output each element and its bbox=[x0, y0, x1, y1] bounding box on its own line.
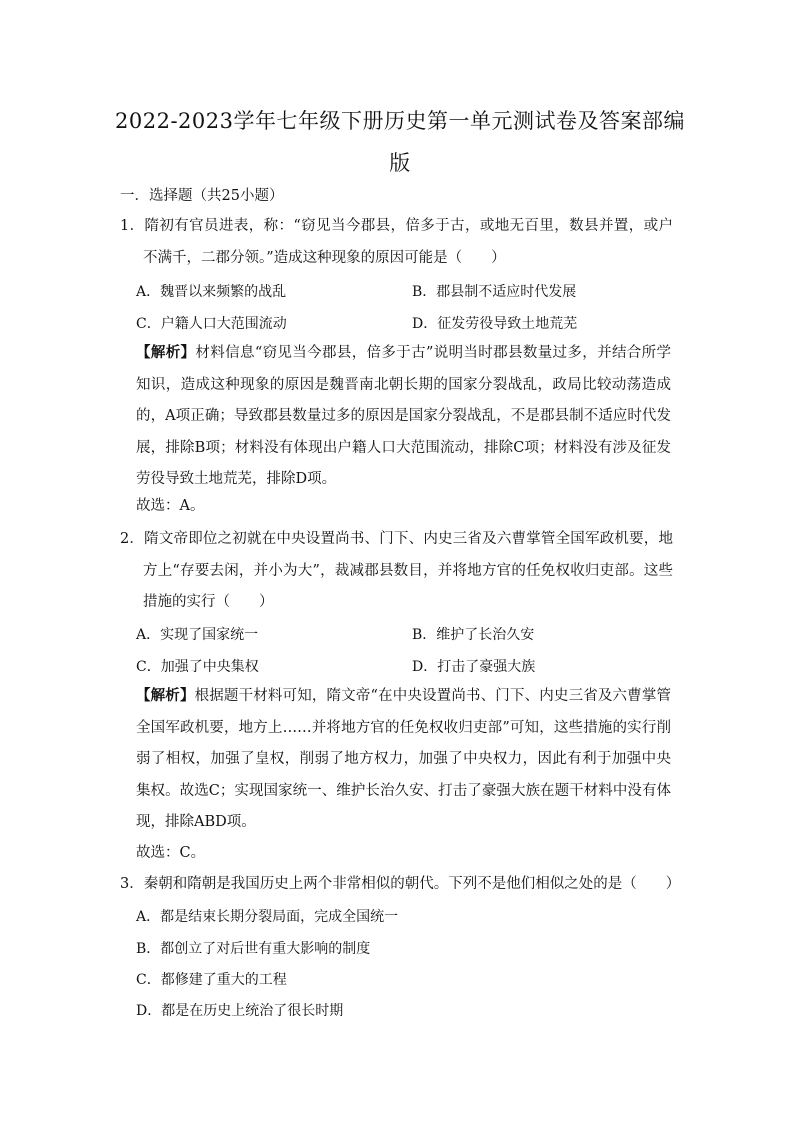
question-2-option-a: A．实现了国家统一 bbox=[136, 627, 259, 643]
question-1-option-b: B．郡县制不适应时代发展 bbox=[412, 284, 577, 300]
question-2-answer: 故选：C。 bbox=[136, 845, 206, 861]
question-1-option-d: D．征发劳役导致土地荒芜 bbox=[412, 316, 578, 332]
question-3-stem: 3．秦朝和隋朝是我国历史上两个非常相似的朝代。下列不是他们相似之处的是（ ） bbox=[120, 876, 681, 892]
analysis-text: 根据题干材料可知，隋文帝“在中央设置尚书、门下、内史三省及六曹掌管全国军政机要，地方上……并将地方官的任免权收归吏部”可知，这些措施的实行削弱了相权，加强了皇权，削弱了地方权力，加强了中央权力，因此有利于加强中央集权。故选C；实现国家统一、维护长治久安、打击了豪强大族在题干材料中没有体现，排除ABD项。 bbox=[136, 688, 671, 830]
question-3-option-a: A．都是结束长期分裂局面，完成全国统一 bbox=[136, 909, 399, 925]
question-2-option-d: D．打击了豪强大族 bbox=[412, 659, 536, 675]
question-1 bbox=[120, 211, 673, 274]
question-2-analysis bbox=[136, 680, 671, 839]
question-3-option-c: C．都修建了重大的工程 bbox=[136, 972, 287, 988]
analysis-text: 材料信息“窃见当今郡县，倍多于古”说明当时郡县数量过多，并结合所学知识，造成这种现象的原因是魏晋南北朝长期的国家分裂战乱，政局比较动荡造成的，A项正确；导致郡县数量过多的原因是国家分裂战乱，不是郡县制不适应时代发展，排除B项；材料没有体现出户籍人口大范围流动，排除C项；材料没有涉及征发劳役导致土地荒芜，排除D项。 bbox=[136, 345, 672, 487]
question-1-option-a: A．魏晋以来频繁的战乱 bbox=[136, 284, 287, 300]
question-3-option-b: B．都创立了对后世有重大影响的制度 bbox=[136, 941, 371, 957]
question-1-option-c: C．户籍人口大范围流动 bbox=[136, 316, 287, 332]
question-1-analysis bbox=[136, 337, 671, 496]
section-heading: 一．选择题（共25小题） bbox=[120, 188, 284, 204]
question-2 bbox=[120, 524, 673, 619]
analysis-label: 【解析】 bbox=[136, 344, 196, 361]
question-2-stem: 2．隋文帝即位之初就在中央设置尚书、门下、内史三省及六曹掌管全国军政机要，地方上“存要去闲，并小为大”，裁减郡县数目，并将地方官的任免权收归吏部。这些措施的实行（ ） bbox=[120, 531, 673, 610]
question-2-option-c: C．加强了中央集权 bbox=[136, 659, 259, 675]
title-line-1: 2022-2023学年七年级下册历史第一单元测试卷及答案部编 bbox=[115, 109, 685, 133]
title-line-2: 版 bbox=[389, 151, 411, 175]
analysis-label: 【解析】 bbox=[136, 687, 195, 704]
document-title bbox=[110, 100, 690, 184]
question-3-option-d: D．都是在历史上统治了很长时期 bbox=[136, 1003, 344, 1019]
question-2-option-b: B．维护了长治久安 bbox=[412, 627, 535, 643]
question-1-answer: 故选：A。 bbox=[136, 498, 205, 514]
question-1-stem: 1．隋初有官员进表，称：“窃见当今郡县，倍多于古，或地无百里，数县并置，或户不满千，二郡分领。”造成这种现象的原因可能是（ ） bbox=[120, 218, 673, 266]
